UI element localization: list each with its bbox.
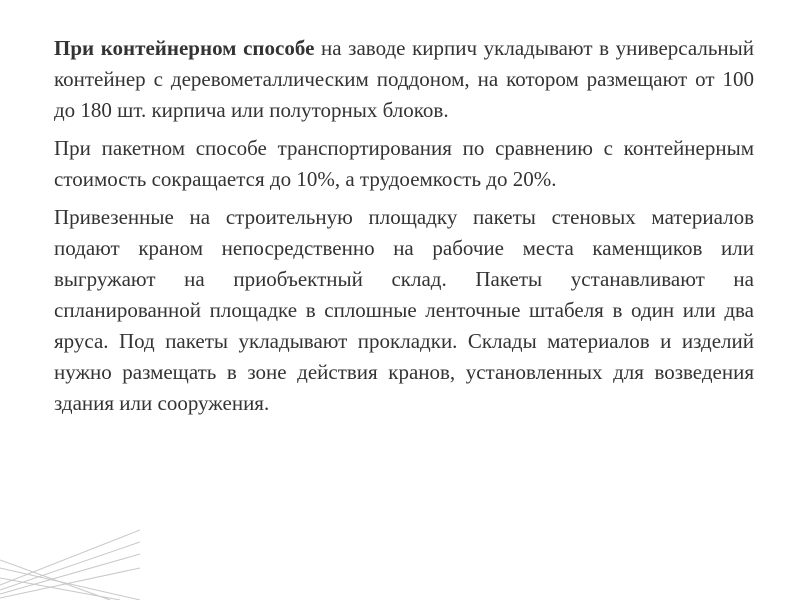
body-text bbox=[54, 33, 754, 426]
paragraph-text: При пакетном способе транспортирования по сравнению с контейнерным стоимость сокращается до 10%, а трудоемкость до 20%. bbox=[54, 136, 754, 191]
decoration-line-0 bbox=[0, 530, 140, 585]
diagonal-lines-decoration-icon bbox=[0, 490, 140, 600]
paragraph-container-transport bbox=[54, 33, 754, 126]
paragraph-package-transport bbox=[54, 133, 754, 195]
paragraph-site-storage bbox=[54, 202, 754, 419]
paragraph-text: Привезенные на строительную площадку пакеты стеновых материалов подают краном непосредственно на рабочие места каменщиков или выгружают на приобъектный склад. Пакеты устанавливают на спланированной площадке в сплошные ленточные штабеля в один или два яруса. Под пакеты укладывают прокладки. Склады материалов и изделий нужно размещать в зоне действия кранов, установленных для возведения здания или сооружения. bbox=[54, 205, 754, 415]
paragraph-text: на заводе кирпич укладывают в универсальный контейнер с деревометаллическим поддоном, на котором размещают от 100 до 180 шт. кирпича или полуторных блоков. bbox=[54, 36, 754, 122]
paragraph-bold-lead: При контейнерном способе bbox=[54, 36, 315, 60]
decoration-line-2 bbox=[0, 554, 140, 594]
